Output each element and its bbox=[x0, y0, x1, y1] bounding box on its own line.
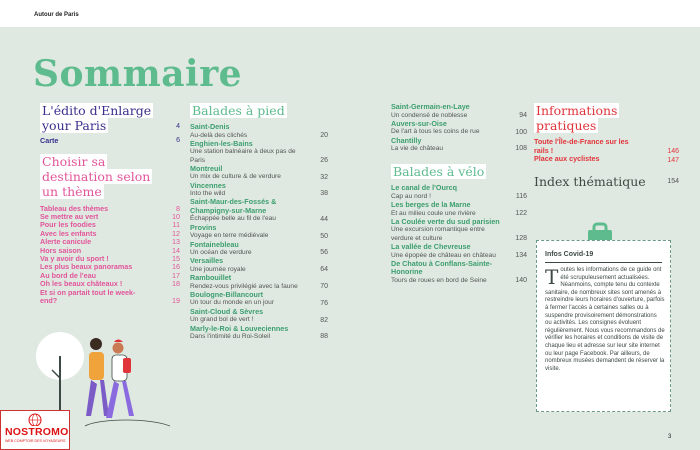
toc-entry-page: 82 bbox=[320, 316, 328, 324]
toc-entry-subtitle: Une station balnéaire à deux pas de Paris bbox=[190, 148, 296, 164]
toc-entry-subtitle: Une journée royale bbox=[190, 265, 246, 273]
toc-entry-subtitle: Into the wild bbox=[190, 190, 226, 198]
theme-label: Au bord de l'eau bbox=[40, 270, 97, 280]
toc-entry-page: 38 bbox=[320, 190, 328, 198]
theme-page: 11 bbox=[172, 220, 180, 230]
page-title: Sommaire bbox=[33, 53, 243, 95]
toc-entry[interactable] bbox=[190, 123, 328, 140]
toc-entry-text bbox=[190, 182, 226, 199]
theme-label: Alerte canicule bbox=[40, 237, 92, 247]
info-entry-title: Toute l'Île-de-France sur les rails ! bbox=[534, 137, 629, 155]
top-margin bbox=[0, 0, 700, 27]
toc-entry[interactable] bbox=[190, 198, 328, 223]
toc-entry-text bbox=[190, 325, 288, 342]
edito-title: L'édito d'Enlarge your Paris bbox=[42, 103, 152, 133]
toc-entry-text bbox=[190, 241, 252, 258]
toc-entry[interactable] bbox=[190, 325, 328, 342]
toc-entry-title: Saint-Cloud & Sèvres bbox=[190, 306, 264, 316]
toc-entry-page: 88 bbox=[320, 333, 328, 341]
toc-entry-text bbox=[190, 123, 247, 140]
toc-entry-title: Fontainebleau bbox=[190, 239, 239, 249]
theme-page: 17 bbox=[172, 270, 180, 280]
covid-divider bbox=[545, 262, 662, 263]
toc-entry-text bbox=[190, 224, 268, 241]
toc-entry-page: 100 bbox=[515, 128, 527, 136]
map-label: Carte bbox=[40, 136, 59, 145]
infos-heading: Informations pratiques bbox=[536, 103, 618, 133]
theme-label: Avec les enfants bbox=[40, 228, 97, 238]
toc-entry-page: 26 bbox=[320, 156, 328, 164]
toc-entry-text bbox=[190, 274, 298, 291]
toc-entry[interactable] bbox=[190, 224, 328, 241]
theme-page: 18 bbox=[172, 279, 180, 289]
theme-page: 8 bbox=[176, 203, 180, 213]
map-page: 6 bbox=[176, 137, 180, 144]
toc-entry-text bbox=[391, 184, 457, 201]
covid-text bbox=[545, 267, 665, 373]
toc-entry[interactable] bbox=[391, 184, 527, 201]
running-title: Autour de Paris bbox=[34, 12, 79, 18]
theme-page: 16 bbox=[172, 262, 180, 272]
themes-list bbox=[40, 205, 180, 306]
theme-page: 19 bbox=[172, 295, 180, 305]
toc-entry-page: 116 bbox=[515, 193, 527, 201]
toc-entry-text bbox=[391, 103, 470, 120]
info-entry-page: 146 bbox=[667, 148, 679, 155]
toc-entry[interactable] bbox=[391, 120, 527, 137]
toc-entry-title: Versailles bbox=[190, 256, 224, 266]
covid-dropcap: T bbox=[545, 265, 559, 289]
toc-entry[interactable] bbox=[391, 218, 527, 243]
toc-entry-page: 32 bbox=[320, 173, 328, 181]
toc-entry-page: 128 bbox=[515, 235, 527, 243]
theme-label: Va y avoir du sport ! bbox=[40, 253, 109, 263]
theme-page: 12 bbox=[172, 228, 180, 238]
column-walks bbox=[190, 103, 328, 341]
toc-entry-text bbox=[391, 243, 496, 260]
toc-entry-subtitle: Rendez-vous privilégié avec la faune bbox=[190, 282, 298, 290]
toc-entry-text bbox=[391, 218, 501, 243]
toc-entry-text bbox=[391, 260, 501, 285]
covid-title: Infos Covid-19 bbox=[545, 251, 594, 258]
toc-entry-page: 76 bbox=[320, 299, 328, 307]
toc-entry-title: Provins bbox=[190, 222, 217, 232]
toc-entry-title: Chantilly bbox=[391, 135, 422, 145]
toc-entry-subtitle: Échappée belle au fil de l'eau bbox=[190, 215, 276, 223]
info-entry-title: Place aux cyclistes bbox=[534, 154, 600, 163]
globe-icon bbox=[25, 412, 45, 426]
stamp-tagline: WEB COMPTOIR DES VOYAGEURS bbox=[5, 439, 66, 443]
toc-entry-title: Saint-Germain-en-Laye bbox=[391, 102, 470, 111]
toc-entry-title: Le canal de l'Ourcq bbox=[391, 183, 458, 193]
toc-entry-subtitle: Tours de roues en bord de Seine bbox=[391, 276, 487, 284]
index-entry[interactable] bbox=[534, 174, 679, 189]
toc-entry-text bbox=[391, 120, 480, 137]
toc-entry-text bbox=[190, 198, 300, 223]
toc-entry-subtitle: Une épopée de château en château bbox=[391, 251, 496, 259]
toc-entry[interactable] bbox=[190, 291, 328, 308]
toc-entry-subtitle: Une excursion romantique entre verdure et culture bbox=[391, 226, 485, 242]
toc-entry-page: 108 bbox=[515, 145, 527, 153]
walks-continued-list bbox=[391, 103, 527, 153]
theme-label: Les plus beaux panoramas bbox=[40, 262, 133, 272]
covid-body: outes les informations de ce guide ont été scrupuleusement actualisées. Néanmoins, compte tenu du contexte sanitaire, de nombreux sites sont amenés à restreindre leurs horaires d'ouverture, parfois à fermer l'accès à certaines salles ou à suspendre provisoirement démonstrations ou activités. Les consignes évoluent régulièrement. Nous vous recommandons de vérifier les horaires et conditions de visite de chaque lieu et adresse sur leur site internet ou leur page Facebook. Par ailleurs, de nombreux musées demandent de réserver la visite. bbox=[545, 267, 665, 372]
toc-entry[interactable] bbox=[190, 182, 328, 199]
themes-heading: Choisir sa destination selon un thème bbox=[42, 153, 151, 199]
toc-entry-page: 50 bbox=[320, 232, 328, 240]
infos-list bbox=[534, 138, 679, 164]
toc-entry-subtitle: La vie de château bbox=[391, 145, 444, 153]
toc-entry-title: Saint-Maur-des-Fossés & Champigny-sur-Marne bbox=[190, 197, 277, 215]
theme-label: Et si on partait tout le week-end? bbox=[40, 287, 136, 305]
toc-entry[interactable] bbox=[391, 137, 527, 154]
info-entry-page: 147 bbox=[667, 156, 679, 164]
toc-entry-text bbox=[190, 308, 263, 325]
toc-entry-text bbox=[391, 137, 443, 154]
toc-entry-page: 134 bbox=[515, 251, 527, 259]
bikes-list bbox=[391, 184, 527, 285]
index-title: Index thématique bbox=[534, 173, 646, 189]
page-number: 3 bbox=[668, 434, 672, 440]
toc-entry-subtitle: Un grand bol de vert ! bbox=[190, 316, 254, 324]
theme-item[interactable] bbox=[40, 289, 180, 306]
toc-entry-title: De Chatou à Conflans-Sainte-Honorine bbox=[391, 258, 493, 277]
toc-entry-title: Marly-le-Roi & Louveciennes bbox=[190, 323, 289, 333]
column-walks-bikes bbox=[391, 103, 527, 285]
map-entry[interactable] bbox=[40, 137, 180, 146]
toc-entry-subtitle: Un mix de culture & de verdure bbox=[190, 173, 281, 181]
toc-entry-title: Enghien-les-Bains bbox=[190, 138, 253, 148]
toc-entry-subtitle: De l'art à tous les coins de rue bbox=[391, 128, 480, 136]
toc-entry-title: Vincennes bbox=[190, 180, 226, 190]
toc-entry-title: Boulogne-Billancourt bbox=[190, 289, 264, 299]
toc-entry[interactable] bbox=[391, 243, 527, 260]
toc-entry[interactable] bbox=[391, 103, 527, 120]
info-entry[interactable] bbox=[534, 155, 679, 164]
toc-entry[interactable] bbox=[190, 140, 328, 165]
column-infos bbox=[534, 103, 679, 189]
theme-page: 15 bbox=[172, 253, 180, 263]
toc-entry-subtitle: Un tour du monde en un jour bbox=[190, 299, 274, 307]
nostromo-stamp-logo bbox=[0, 410, 70, 450]
toc-entry[interactable] bbox=[190, 257, 328, 274]
toc-entry-page: 64 bbox=[320, 266, 328, 274]
toc-entry-title: Auvers-sur-Oise bbox=[391, 118, 447, 128]
stamp-name: NOSTROMO bbox=[5, 426, 69, 438]
toc-entry-page: 70 bbox=[320, 282, 328, 290]
edito-page: 4 bbox=[176, 123, 180, 130]
toc-entry-page: 20 bbox=[320, 131, 328, 139]
theme-label: Pour les foodies bbox=[40, 220, 96, 230]
toc-entry-subtitle: Voyage en terre médiévale bbox=[190, 232, 269, 240]
toc-entry-title: Les berges de la Marne bbox=[391, 200, 471, 210]
toc-entry[interactable] bbox=[190, 165, 328, 182]
toc-entry-title: Montreuil bbox=[190, 163, 223, 173]
toc-entry-subtitle: Au-delà des clichés bbox=[190, 131, 248, 139]
theme-label: Oh les beaux châteaux ! bbox=[40, 279, 123, 289]
toc-entry[interactable] bbox=[190, 274, 328, 291]
toc-entry-page: 44 bbox=[320, 215, 328, 223]
toc-entry[interactable] bbox=[190, 308, 328, 325]
toc-entry-text bbox=[190, 257, 246, 274]
theme-label: Tableau des thèmes bbox=[40, 203, 109, 213]
theme-label: Hors saison bbox=[40, 245, 82, 255]
edito-entry[interactable] bbox=[40, 103, 180, 133]
toc-entry-subtitle: Un condensé de noblesse bbox=[391, 111, 468, 119]
covid-info-box bbox=[536, 240, 671, 412]
toc-entry[interactable] bbox=[391, 260, 527, 285]
toc-entry-title: Rambouillet bbox=[190, 273, 232, 283]
theme-page: 14 bbox=[172, 245, 180, 255]
toc-entry[interactable] bbox=[190, 241, 328, 258]
toc-entry-subtitle: Un océan de verdure bbox=[190, 249, 252, 257]
toc-entry-page: 94 bbox=[519, 111, 527, 119]
walks-heading: Balades à pied bbox=[192, 103, 285, 118]
toc-entry-page: 56 bbox=[320, 249, 328, 257]
toc-entry-subtitle: Dans l'intimité du Roi-Soleil bbox=[190, 333, 271, 341]
toc-entry-text bbox=[391, 201, 476, 218]
info-entry[interactable] bbox=[534, 138, 679, 155]
toc-entry-text bbox=[190, 291, 274, 308]
toc-entry-text bbox=[190, 140, 300, 165]
theme-page: 10 bbox=[172, 211, 180, 221]
toc-entry-page: 140 bbox=[515, 277, 527, 285]
index-page: 154 bbox=[667, 177, 679, 185]
toc-entry-title: Saint-Denis bbox=[190, 122, 230, 131]
toc-entry-title: La vallée de Chevreuse bbox=[391, 242, 471, 252]
walks-list bbox=[190, 123, 328, 341]
toc-entry-subtitle: Et au milieu coule une rivière bbox=[391, 209, 476, 217]
theme-label: Se mettre au vert bbox=[40, 211, 99, 221]
theme-page: 13 bbox=[172, 237, 180, 247]
toc-entry-text bbox=[190, 165, 281, 182]
toc-entry-title: La Coulée verte du sud parisien bbox=[391, 216, 500, 226]
toc-entry[interactable] bbox=[391, 201, 527, 218]
toc-entry-page: 122 bbox=[515, 209, 527, 217]
bikes-heading: Balades à vélo bbox=[393, 164, 485, 180]
column-edito-themes bbox=[40, 103, 180, 305]
toc-entry-subtitle: Cap au nord ! bbox=[391, 192, 431, 200]
